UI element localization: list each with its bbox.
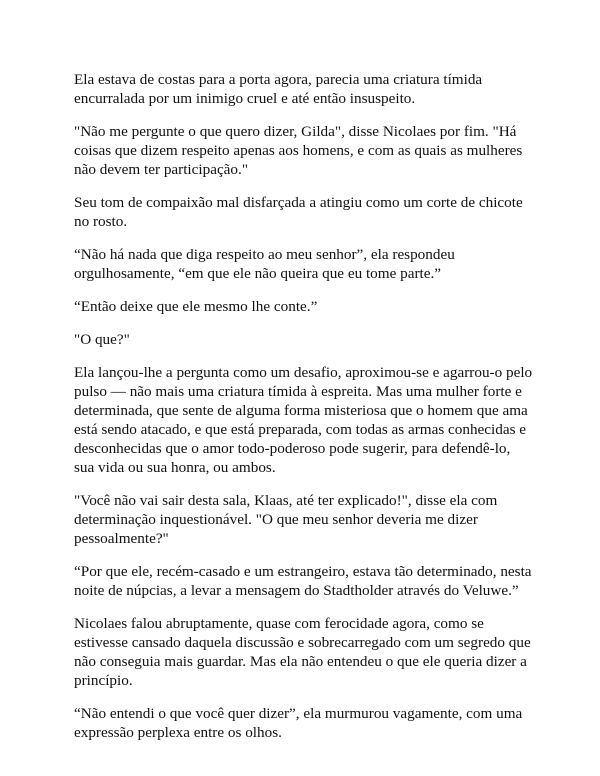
paragraph: “Por que ele, recém-casado e um estrangeiro, estava tão determinado, nesta noite de núpcias, a levar a mensagem do Stadtholder através do Veluwe.” (74, 563, 532, 599)
paragraph: "Você não vai sair desta sala, Klaas, até ter explicado!", disse ela com determinação inquestionável. "O que meu senhor deveria me dizer pessoalmente?" (74, 492, 498, 547)
paragraph: Nicolaes falou abruptamente, quase com ferocidade agora, como se estivesse cansado daquela discussão e sobrecarregado com um segredo que não conseguia mais guardar. Mas ela não entendeu o que ele queria dizer a princípio. (74, 615, 531, 689)
paragraph: Ela estava de costas para a porta agora, parecia uma criatura tímida encurralada por um inimigo cruel e até então insuspeito. (74, 71, 483, 107)
paragraph: “Não entendi o que você quer dizer”, ela murmurou vagamente, com uma expressão perplexa entre os olhos. (74, 705, 523, 741)
paragraph: “Não há nada que diga respeito ao meu senhor”, ela respondeu orgulhosamente, “em que ele não queira que eu tome parte.” (74, 246, 455, 282)
paragraph: Ela lançou-lhe a pergunta como um desafio, aproximou-se e agarrou-o pelo pulso — não mais uma criatura tímida à espreita. Mas uma mulher forte e determinada, que sente de alguma forma misteriosa que o homem que ama está sendo atacado, e que está preparada, com todas as armas conhecidas e desconhecidas que o amor todo-poderoso pode sugerir, para defendê-lo, sua vida ou sua honra, ou ambos. (74, 364, 533, 476)
paragraph: Seu tom de compaixão mal disfarçada a atingiu como um corte de chicote no rosto. (74, 194, 523, 230)
body-text (74, 70, 534, 756)
paragraph: "O que?" (74, 331, 130, 348)
paragraph: "Não me pergunte o que quero dizer, Gilda", disse Nicolaes por fim. "Há coisas que dizem respeito apenas aos homens, e com as quais as mulheres não devem ter participação." (74, 123, 523, 178)
paragraph: “Então deixe que ele mesmo lhe conte.” (74, 298, 318, 315)
